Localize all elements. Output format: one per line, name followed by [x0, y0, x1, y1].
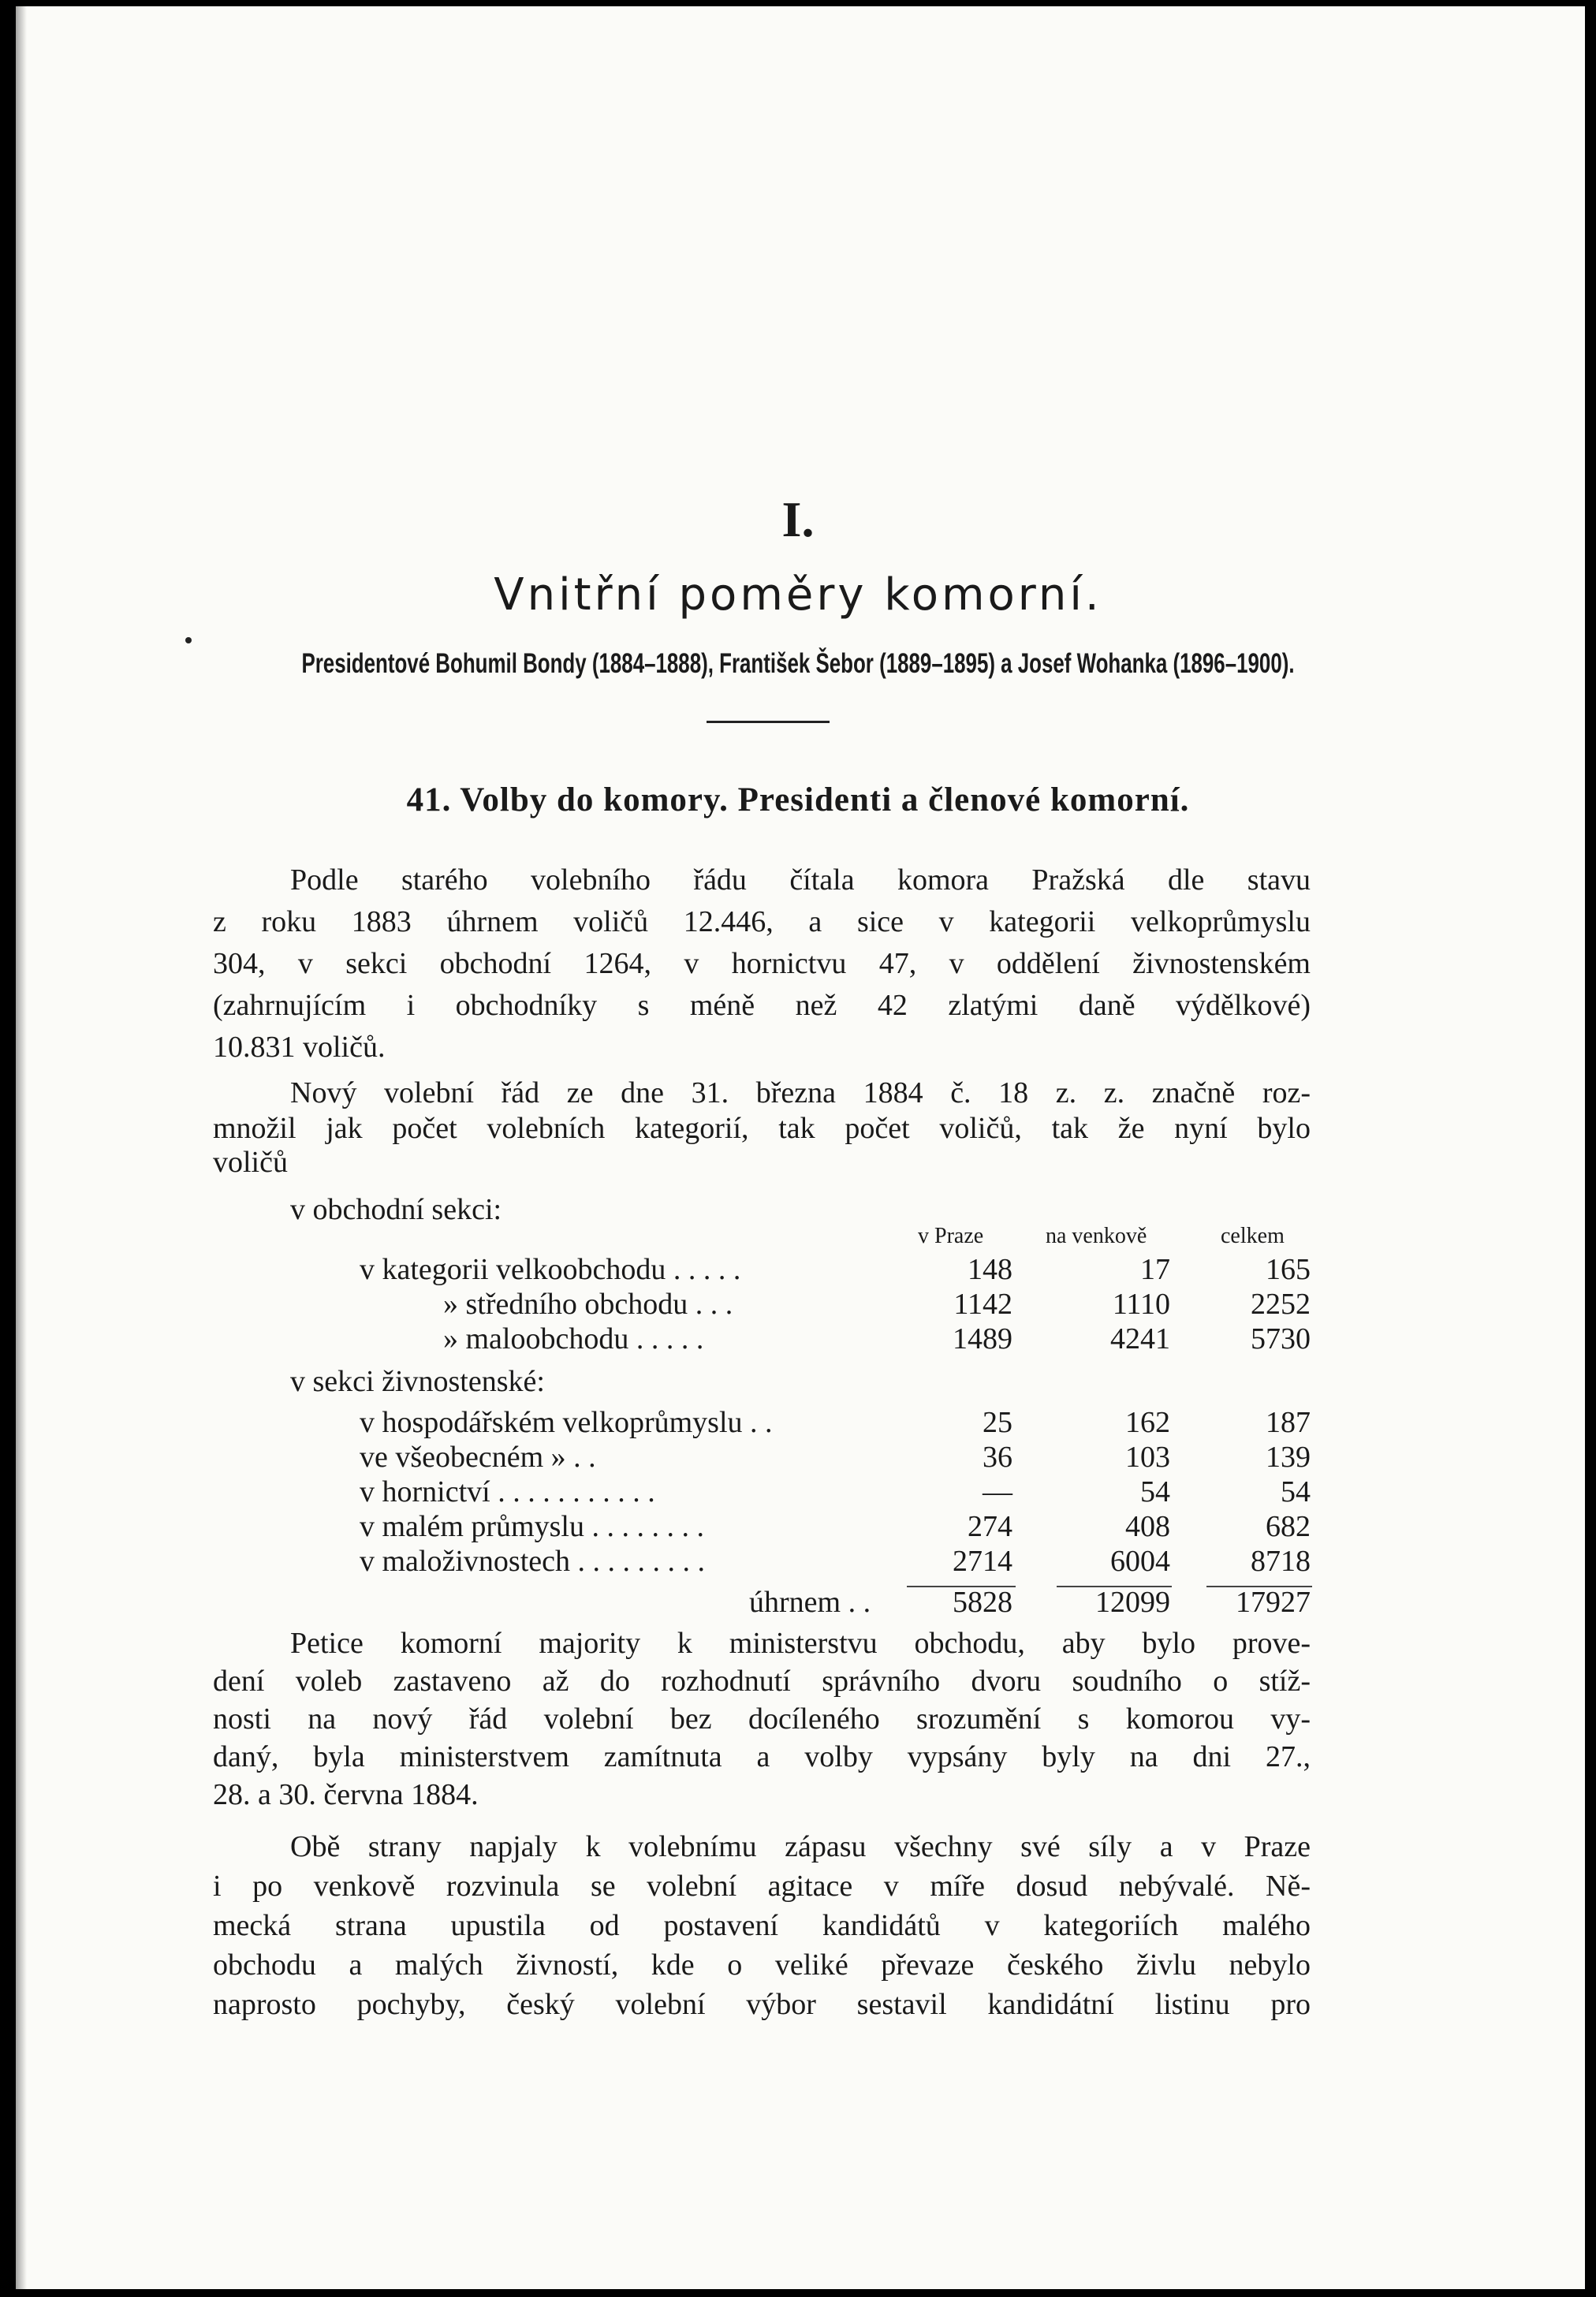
chapter-title: Vnitřní poměry komorní. [494, 569, 1102, 621]
column-header-praze: v Praze [918, 1224, 984, 1248]
table-cell-celkem: 682 [1266, 1510, 1311, 1543]
table-cell-praze: 36 [983, 1441, 1012, 1474]
section-title: 41. Volby do komory. Presidenti a členové komorní. [406, 781, 1190, 818]
table-cell-venkove: 1110 [1112, 1288, 1170, 1321]
chapter-numeral: I. [781, 491, 815, 547]
para4-line-1: Obě strany napjaly k volebnímu zápasu všechny své síly a v Praze [290, 1830, 1311, 1863]
table-row-label: v maloživnostech . . . . . . . . . [360, 1545, 705, 1578]
table-cell-praze: 1489 [953, 1322, 1012, 1355]
para2-line-1: Nový volební řád ze dne 31. března 1884 č. 18 z. z. značně roz- [290, 1076, 1311, 1109]
table-row-label: v malém průmyslu . . . . . . . . [360, 1510, 704, 1543]
table-total-praze: 5828 [953, 1586, 1012, 1619]
table-section-zivnostenska: v sekci živnostenské: [290, 1365, 545, 1398]
table-row-label: ve všeobecném » . . [360, 1441, 596, 1474]
table-cell-celkem: 54 [1281, 1475, 1311, 1508]
table-cell-venkove: 103 [1125, 1441, 1170, 1474]
table-cell-venkove: 408 [1125, 1510, 1170, 1543]
para1-line-2: z roku 1883 úhrnem voličů 12.446, a sice v kategorii velkoprůmyslu [213, 905, 1311, 938]
para1-line-3: 304, v sekci obchodní 1264, v hornictvu 47, v oddělení živnostenském [213, 947, 1311, 980]
table-cell-praze: 274 [968, 1510, 1012, 1543]
table-row-label: » středního obchodu . . . [443, 1288, 733, 1321]
table-cell-venkove: 17 [1140, 1253, 1170, 1286]
table-cell-venkove: 54 [1140, 1475, 1170, 1508]
table-row-label: v kategorii velkoobchodu . . . . . [360, 1253, 741, 1286]
table-cell-praze: 25 [983, 1406, 1012, 1439]
para3-line-2: dení voleb zastaveno až do rozhodnutí správního dvoru soudního o stíž- [213, 1665, 1311, 1698]
table-row-label: » maloobchodu . . . . . [443, 1322, 704, 1355]
para3-line-3: nosti na nový řád volební bez docíleného srozumění s komorou vy- [213, 1702, 1311, 1736]
table-total-celkem: 17927 [1236, 1586, 1311, 1619]
table-cell-celkem: 139 [1266, 1441, 1311, 1474]
para3-line-1: Petice komorní majority k ministerstvu obchodu, aby bylo prove- [290, 1627, 1311, 1660]
table-cell-celkem: 8718 [1251, 1545, 1311, 1578]
table-cell-venkove: 4241 [1110, 1322, 1170, 1355]
table-cell-celkem: 2252 [1251, 1288, 1311, 1321]
table-section-obchodni: v obchodní sekci: [290, 1193, 502, 1226]
table-cell-praze: 148 [968, 1253, 1012, 1286]
table-cell-celkem: 187 [1266, 1406, 1311, 1439]
para4-line-3: mecká strana upustila od postavení kandidátů v kategoriích malého [213, 1909, 1311, 1942]
para3-line-5: 28. a 30. června 1884. [213, 1778, 479, 1811]
table-cell-praze: 1142 [953, 1288, 1012, 1321]
para1-line-5: 10.831 voličů. [213, 1031, 386, 1064]
table-total-label: úhrnem . . [749, 1586, 871, 1619]
divider-rule [707, 721, 830, 723]
chapter-subtitle: Presidentové Bohumil Bondy (1884–1888), František Šebor (1889–1895) a Josef Wohanka (1896–1900). [301, 648, 1295, 679]
table-cell-praze: — [983, 1475, 1012, 1508]
para4-line-5: naprosto pochyby, český volební výbor sestavil kandidátní listinu pro [213, 1988, 1311, 2021]
table-cell-celkem: 165 [1266, 1253, 1311, 1286]
column-header-venkove: na venkově [1046, 1224, 1147, 1248]
table-cell-venkove: 6004 [1110, 1545, 1170, 1578]
para3-line-4: daný, byla ministerstvem zamítnuta a volby vypsány byly na dni 27., [213, 1740, 1311, 1773]
column-header-celkem: celkem [1221, 1224, 1285, 1248]
table-total-venkove: 12099 [1095, 1586, 1170, 1619]
table-row-label: v hornictví . . . . . . . . . . . [360, 1475, 655, 1508]
para4-line-2: i po venkově rozvinula se volební agitace v míře dosud nebývalé. Ně- [213, 1870, 1311, 1903]
para1-line-4: (zahrnujícím i obchodníky s méně než 42 zlatými daně výdělkové) [213, 989, 1311, 1022]
para2-line-2: množil jak počet volebních kategorií, tak počet voličů, tak že nyní bylo [213, 1112, 1311, 1145]
page-edge-shadow [16, 6, 27, 2289]
table-cell-venkove: 162 [1125, 1406, 1170, 1439]
print-speck [185, 637, 192, 643]
para4-line-4: obchodu a malých živností, kde o veliké převaze českého živlu nebylo [213, 1948, 1311, 1982]
para2-line-3: voličů [213, 1146, 288, 1179]
table-cell-celkem: 5730 [1251, 1322, 1311, 1355]
para1-line-1: Podle starého volebního řádu čítala komora Pražská dle stavu [290, 863, 1311, 897]
table-row-label: v hospodářském velkoprůmyslu . . [360, 1406, 773, 1439]
table-cell-praze: 2714 [953, 1545, 1012, 1578]
